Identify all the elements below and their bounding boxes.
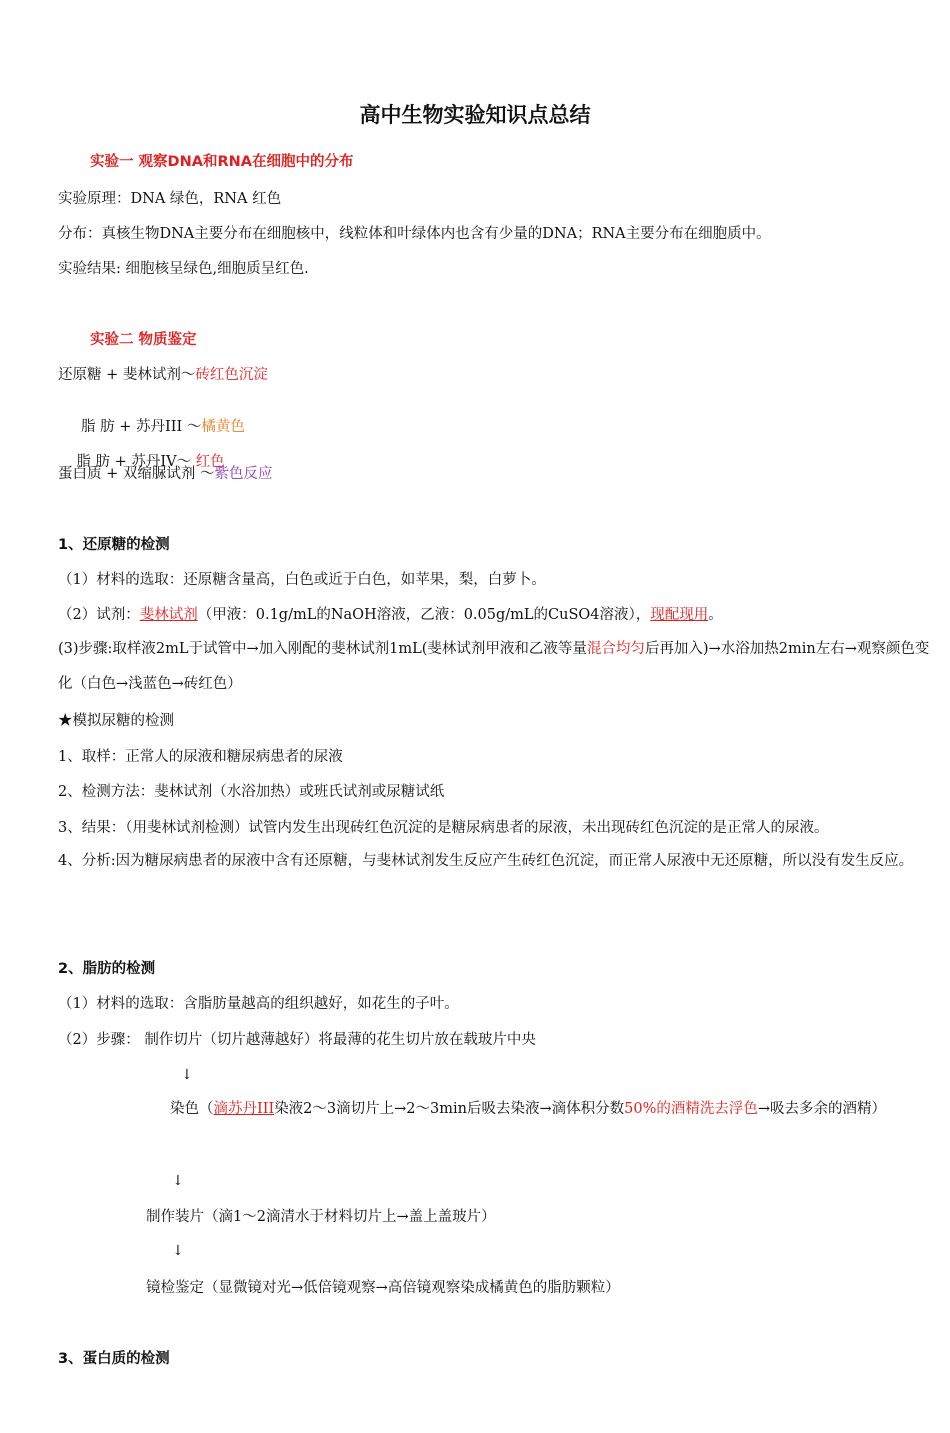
exp2-row-protein-color: 紫色反应 bbox=[214, 466, 273, 482]
sec1-sim-1: 1、取样：正常人的尿液和糖尿病患者的尿液 bbox=[58, 749, 343, 765]
sec1-steps-part2: 后再加入)→水浴加热2min左右→观察颜色变化（白色→浅蓝色→砖红色） bbox=[58, 641, 930, 692]
sec3-heading: 3、蛋白质的检测 bbox=[58, 1351, 170, 1367]
sec2-heading: 2、脂肪的检测 bbox=[58, 961, 156, 977]
sec1-sim-4: 4、分析:因为糖尿病患者的尿液中含有还原糖，与斐林试剂发生反应产生砖红色沉淀，而正常人尿液中无还原糖，所以没有发生反应。 bbox=[58, 853, 914, 869]
sec1-reagent-label: （2）试剂： bbox=[58, 607, 140, 623]
sec1-reagent-detail: （甲液：0.1g/mL的NaOH溶液，乙液：0.05g/mL的CuSO4溶液）， bbox=[197, 607, 651, 623]
exp2-row-fat3-color: 橘黄色 bbox=[201, 419, 245, 435]
exp1-principle: 实验原理：DNA 绿色，RNA 红色 bbox=[58, 191, 282, 207]
sec1-sim-2: 2、检测方法：斐林试剂（水浴加热）或班氏试剂或尿糖试纸 bbox=[58, 784, 445, 800]
sec2-step-stain bbox=[58, 1092, 930, 1127]
sec1-reagent-name: 斐林试剂 bbox=[139, 607, 198, 623]
sec1-reagent-end: 。 bbox=[708, 607, 723, 623]
down-arrow-icon: ↓ bbox=[172, 1173, 184, 1189]
sec1-reagent-note: 现配现用 bbox=[650, 607, 709, 623]
sec1-reagent bbox=[58, 605, 930, 625]
exp2-row-protein bbox=[58, 464, 930, 484]
sec2-step-cut: （2）步骤： 制作切片（切片越薄越好）将最薄的花生切片放在载玻片中央 bbox=[58, 1032, 536, 1048]
sec1-material: （1）材料的选取：还原糖含量高，白色或近于白色，如苹果，梨，白萝卜。 bbox=[58, 572, 546, 588]
exp2-row-protein-prefix: 蛋白质 + 双缩脲试剂 ～ bbox=[58, 466, 215, 482]
exp2-row-fat3-prefix: 脂 肪 + 苏丹III ～ bbox=[76, 419, 202, 435]
down-arrow-icon: ↓ bbox=[172, 1243, 184, 1259]
exp2-row-fat4-prefix: 脂 肪 + 苏丹IV～ bbox=[76, 454, 196, 470]
exp2-row-sugar bbox=[58, 365, 930, 385]
sec1-sim-heading: ★模拟尿糖的检测 bbox=[58, 713, 174, 729]
exp2-row-sugar-color: 砖红色沉淀 bbox=[195, 367, 268, 383]
sec2-stain-highlight: 50%的酒精洗去浮色 bbox=[624, 1101, 758, 1117]
sec2-stain-part3: →吸去多余的酒精） bbox=[757, 1101, 887, 1117]
exp2-row-sugar-prefix: 还原糖 + 斐林试剂～ bbox=[58, 367, 196, 383]
sec1-steps bbox=[58, 632, 930, 702]
sec2-stain-part2: 染液2～3滴切片上→2～3min后吸去染液→滴体积分数 bbox=[274, 1101, 625, 1117]
down-arrow-icon: ↓ bbox=[181, 1067, 193, 1083]
sec1-steps-highlight: 混合均匀 bbox=[586, 641, 645, 657]
sec2-stain-reagent: 滴苏丹III bbox=[213, 1101, 275, 1117]
sec1-steps-part1: (3)步骤:取样液2mL于试管中→加入刚配的斐林试剂1mL(斐林试剂甲液和乙液等量 bbox=[58, 641, 587, 657]
sec2-material: （1）材料的选取：含脂肪量越高的组织越好，如花生的子叶。 bbox=[58, 996, 459, 1012]
sec2-step-mount: 制作装片（滴1～2滴清水于材料切片上→盖上盖玻片） bbox=[146, 1209, 496, 1225]
exp1-result: 实验结果: 细胞核呈绿色,细胞质呈红色. bbox=[58, 261, 309, 277]
exp2-heading: 实验二 物质鉴定 bbox=[90, 332, 197, 348]
exp1-distribution: 分布：真核生物DNA主要分布在细胞核中，线粒体和叶绿体内也含有少量的DNA；RNA主要分布在细胞质中。 bbox=[58, 226, 771, 242]
exp1-heading: 实验一 观察DNA和RNA在细胞中的分布 bbox=[90, 154, 354, 170]
exp2-row-fat4-color: 红色 bbox=[195, 454, 225, 470]
sec1-heading: 1、还原糖的检测 bbox=[58, 537, 170, 553]
sec2-step-observe: 镜检鉴定（显微镜对光→低倍镜观察→高倍镜观察染成橘黄色的脂肪颗粒） bbox=[146, 1280, 620, 1296]
page-title: 高中生物实验知识点总结 bbox=[359, 103, 591, 127]
sec2-stain-part1: 染色（ bbox=[170, 1101, 214, 1117]
sec1-sim-3: 3、结果：（用斐林试剂检测）试管内发生出现砖红色沉淀的是糖尿病患者的尿液，未出现砖红色沉淀的是正常人的尿液。 bbox=[58, 820, 829, 836]
